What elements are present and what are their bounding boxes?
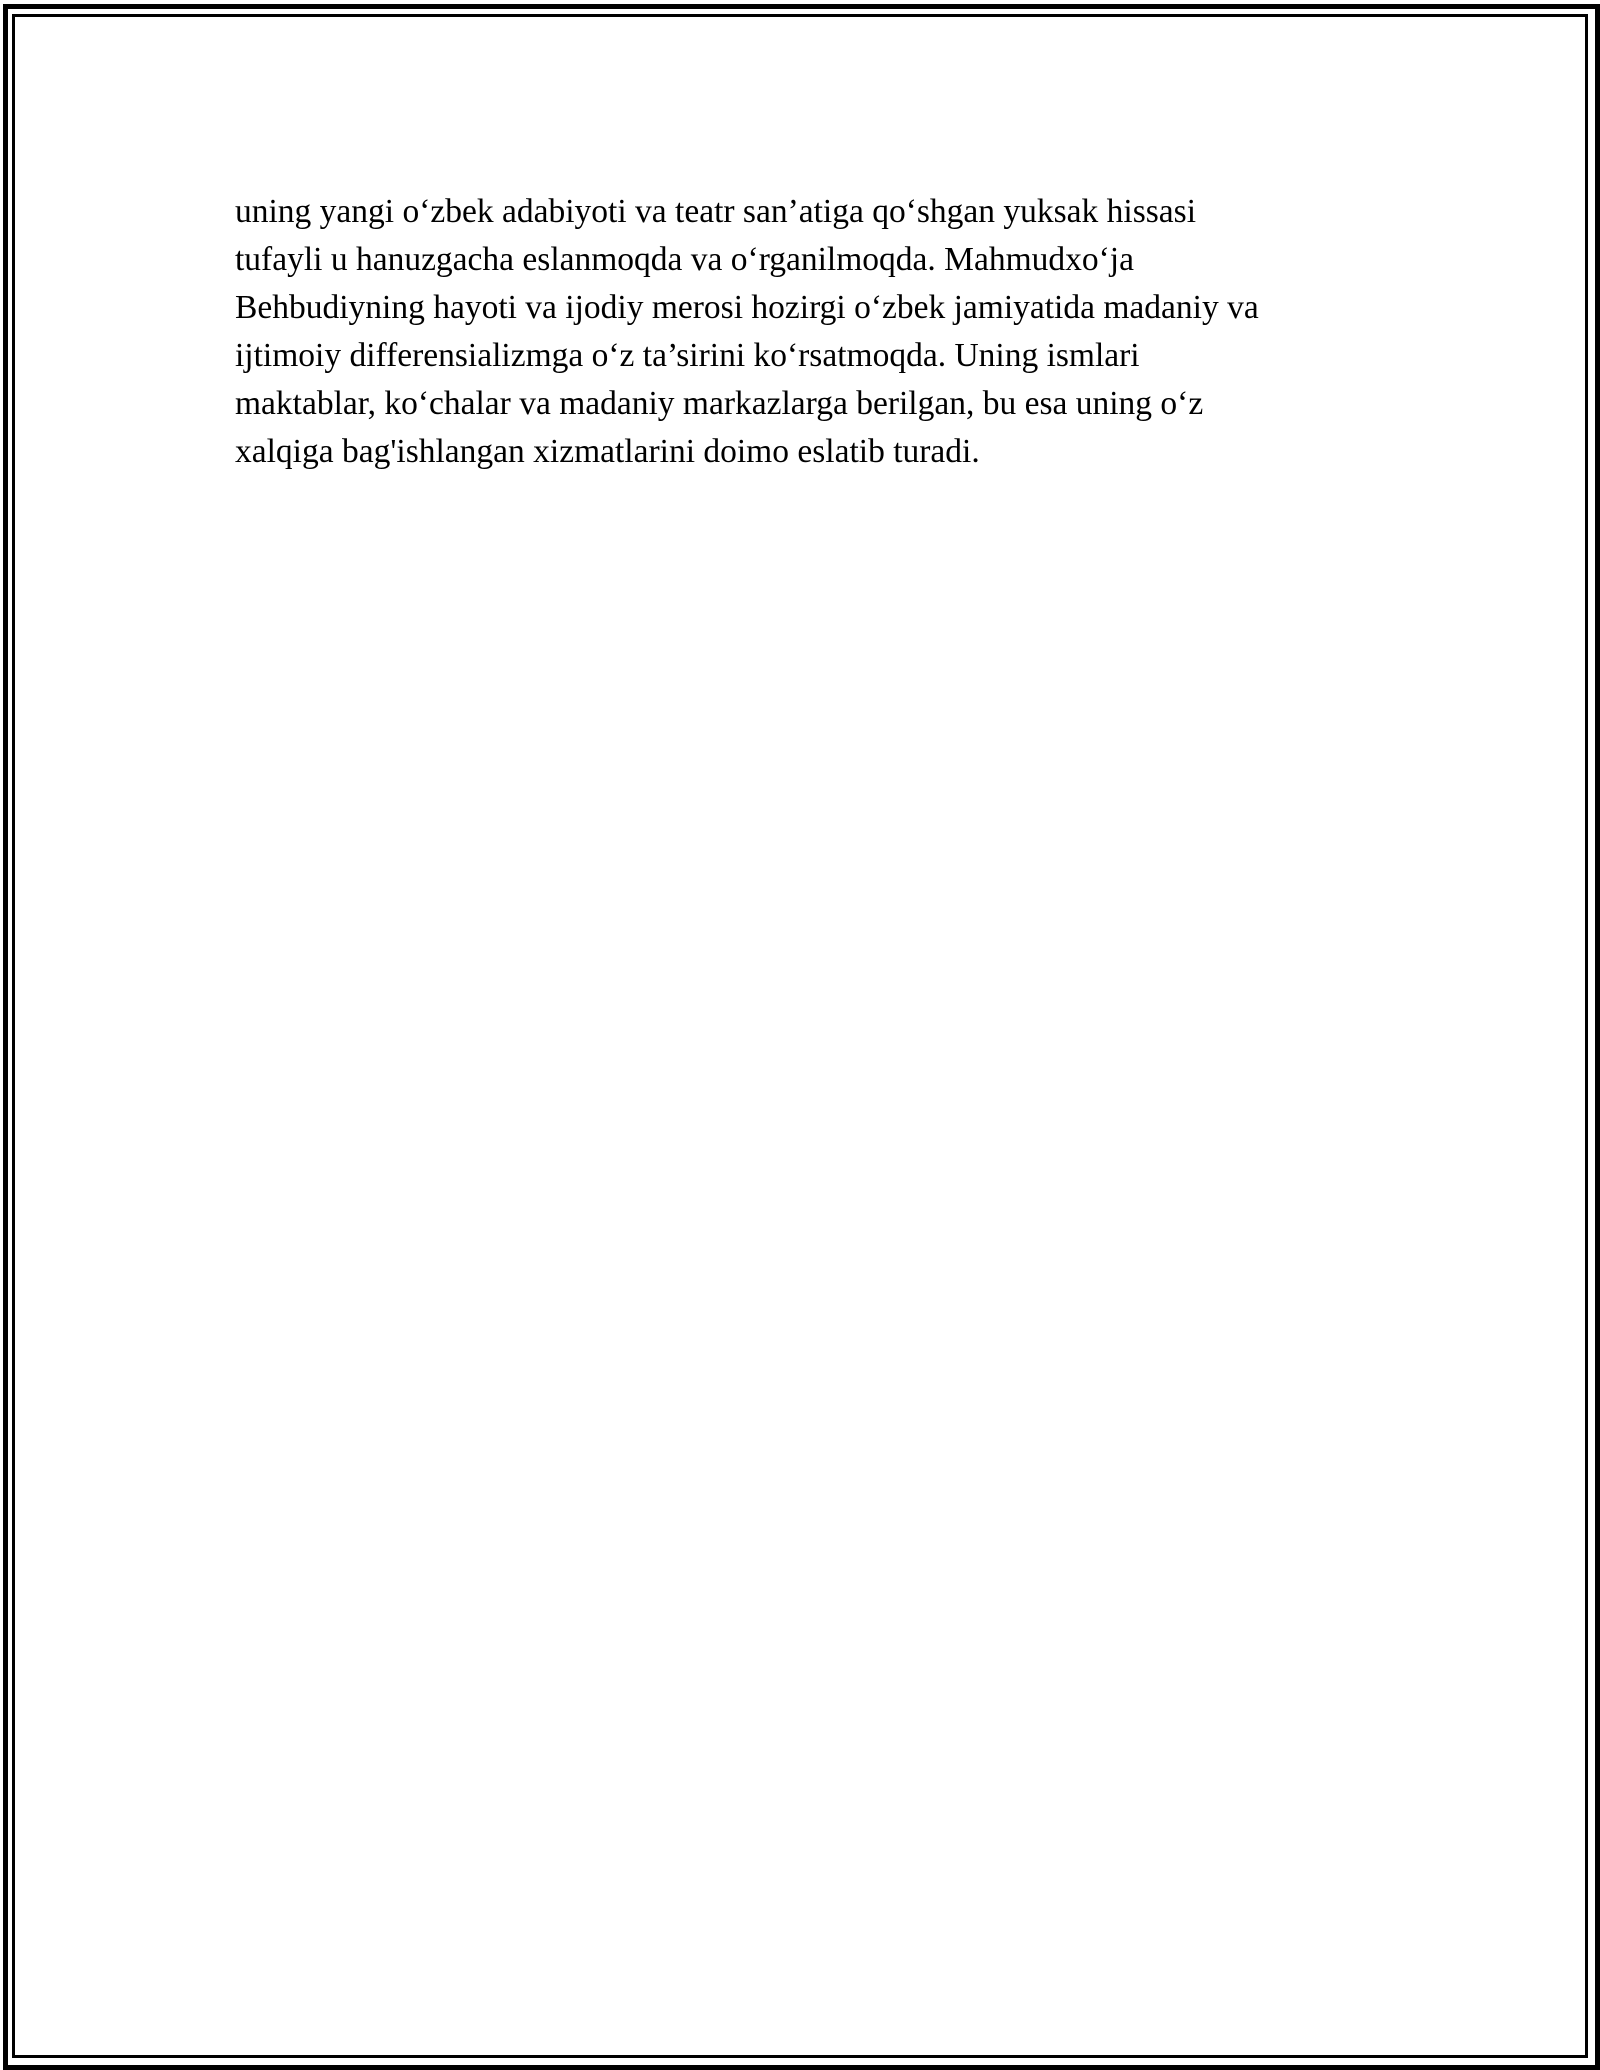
paragraph-line: Behbudiyning hayoti va ijodiy merosi hozirgi o‘zbek jamiyatida madaniy va [235, 289, 1259, 326]
paragraph-line: xalqiga bag'ishlangan xizmatlarini doimo eslatib turadi. [235, 433, 980, 470]
paragraph-line: uning yangi o‘zbek adabiyoti va teatr san’atiga qo‘shgan yuksak hissasi [235, 193, 1197, 230]
paragraph-line: ijtimoiy differensializmga o‘z ta’sirini ko‘rsatmoqda. Uning ismlari [235, 337, 1140, 374]
paragraph-line: tufayli u hanuzgacha eslanmoqda va o‘rganilmoqda. Mahmudxo‘ja [235, 241, 1134, 278]
paragraph-line: maktablar, ko‘chalar va madaniy markazlarga berilgan, bu esa uning o‘z [235, 385, 1204, 422]
body-paragraph [235, 188, 1395, 476]
page-content [235, 188, 1395, 476]
